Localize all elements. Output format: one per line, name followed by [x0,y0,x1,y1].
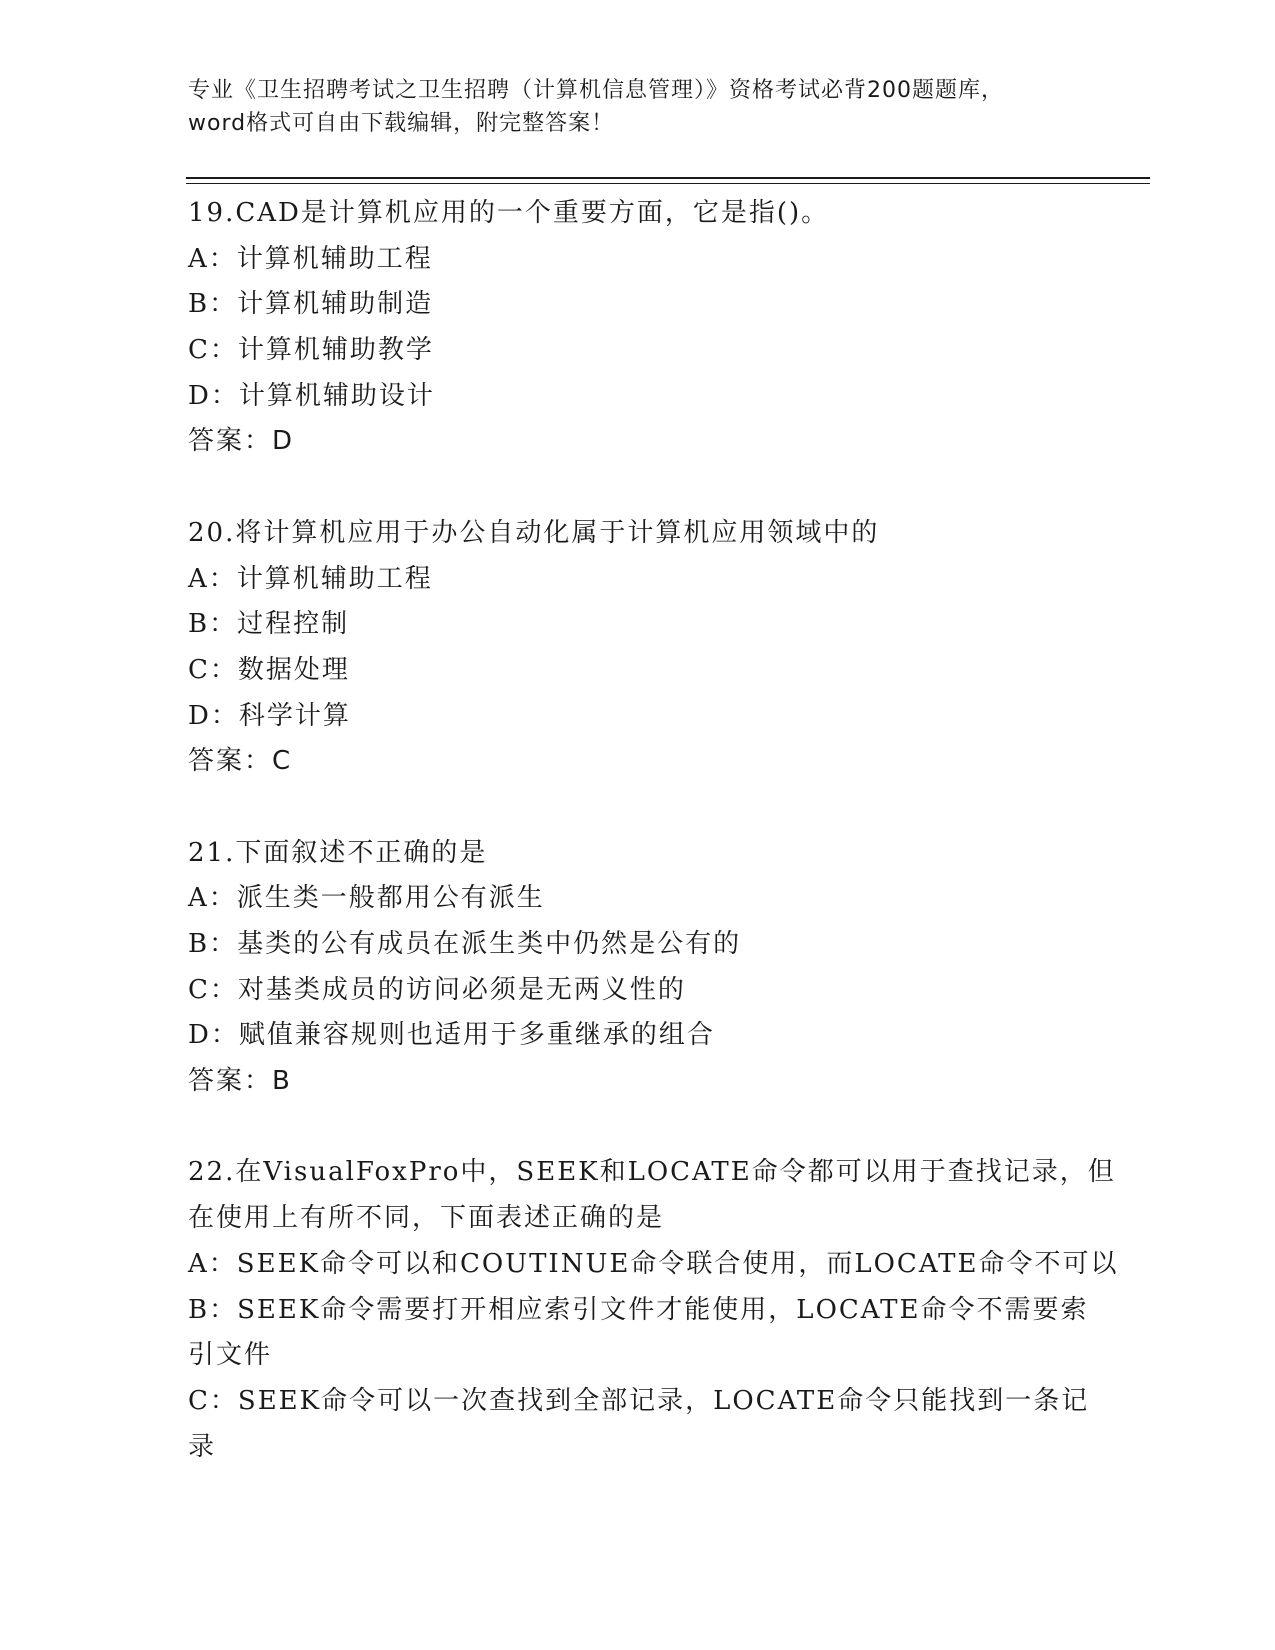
option-c-continued: 录 [188,1431,217,1462]
question-21 [188,831,1088,1105]
question-stem: 21.下面叙述不正确的是 [188,837,488,868]
answer: 答案：D [188,426,295,457]
document-header [188,74,1088,140]
question-stem: 22.在VisualFoxPro中，SEEK和LOCATE命令都可以用于查找记录，但 [188,1157,1116,1188]
question-19 [188,191,1088,465]
option-b: B：基类的公有成员在派生类中仍然是公有的 [188,929,742,959]
option-a: A：计算机辅助工程 [188,563,433,594]
question-stem-continued: 在使用上有所不同，下面表述正确的是 [188,1203,665,1234]
header-divider [186,177,1150,179]
option-c: C：数据处理 [188,654,350,685]
option-b-continued: 引文件 [188,1340,273,1371]
option-a: A：计算机辅助工程 [188,243,433,274]
option-a: A：SEEK命令可以和COUTINUE命令联合使用，而LOCATE命令不可以 [188,1248,1119,1279]
question-20 [188,511,1088,785]
option-a: A：派生类一般都用公有派生 [188,883,545,914]
answer: 答案：B [188,1066,292,1097]
option-b: B：过程控制 [188,609,350,640]
header-divider-thin [186,183,1150,184]
option-d: D：计算机辅助设计 [188,380,435,411]
option-b: B：计算机辅助制造 [188,289,434,320]
header-line-1: 专业《卫生招聘考试之卫生招聘（计算机信息管理）》资格考试必背200题题库， [188,78,1004,103]
option-c: C：计算机辅助教学 [188,335,434,366]
option-c: C：对基类成员的访问必须是无两义性的 [188,974,686,1005]
question-list [188,191,1119,1470]
option-d: D：科学计算 [188,700,351,731]
option-d: D：赋值兼容规则也适用于多重继承的组合 [188,1020,715,1051]
question-stem: 20.将计算机应用于办公自动化属于计算机应用领域中的 [188,517,880,548]
question-stem: 19.CAD是计算机应用的一个重要方面，它是指()。 [188,198,830,228]
option-c: C：SEEK命令可以一次查找到全部记录，LOCATE命令只能找到一条记 [188,1385,1090,1416]
question-22 [188,1150,1119,1470]
option-b: B：SEEK命令需要打开相应索引文件才能使用，LOCATE命令不需要索 [188,1294,1089,1325]
header-line-2: word格式可自由下载编辑，附完整答案！ [188,111,615,136]
answer: 答案：C [188,746,293,777]
